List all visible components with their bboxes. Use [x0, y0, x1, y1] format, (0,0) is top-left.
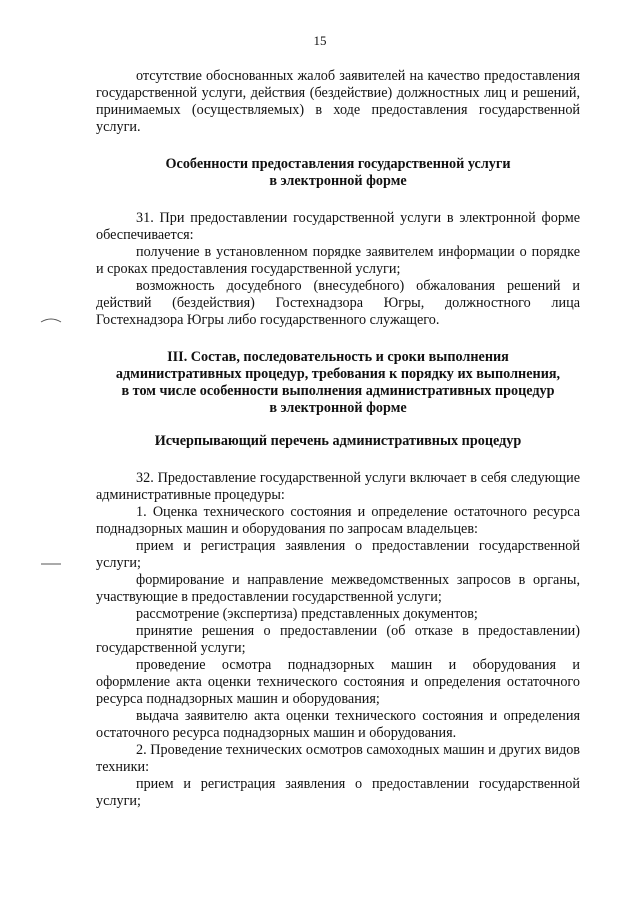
paragraph-31-item-2: возможность досудебного (внесудебного) обжалования решений и действий (бездействия) Гостехнадзора Югры, должностного лица Гостехнадзора Югры либо государственного служащего. [96, 278, 580, 328]
paragraph-32: 32. Предоставление государственной услуги включает в себя следующие административные процедуры: [96, 470, 580, 503]
procedure-item-2: 2. Проведение технических осмотров самоходных машин и других видов техники: [96, 742, 580, 775]
section-heading-electronic-line1: Особенности предоставления государственной услуги [165, 156, 511, 172]
page-number: 15 [313, 33, 327, 48]
procedure-item-1-d: принятие решения о предоставлении (об отказе в предоставлении) государственной услуги; [96, 623, 580, 656]
procedure-item-2-a: прием и регистрация заявления о предоставлении государственной услуги; [96, 776, 580, 809]
section-heading-electronic-line2: в электронной форме [269, 173, 407, 189]
procedure-item-1-e: проведение осмотра поднадзорных машин и оборудования и оформление акта оценки технического состояния и определения остаточного ресурса поднадзорных машин и оборудования; [96, 657, 580, 707]
margin-hole-mark [40, 316, 62, 324]
procedure-item-1-f: выдача заявителю акта оценки технического состояния и определения остаточного ресурса поднадзорных машин и оборудования. [96, 708, 580, 741]
procedures-list-heading: Исчерпывающий перечень административных процедур [154, 433, 522, 449]
procedure-item-1-c: рассмотрение (экспертиза) представленных документов; [136, 606, 478, 622]
procedure-item-1: 1. Оценка технического состояния и определение остаточного ресурса поднадзорных машин и оборудования по запросам владельцев: [96, 504, 580, 537]
section-iii-heading-line3: в том числе особенности выполнения административных процедур [121, 383, 555, 399]
section-iii-heading-line2: административных процедур, требования к порядку их выполнения, [115, 366, 561, 382]
intro-paragraph: отсутствие обоснованных жалоб заявителей на качество предоставления государственной услуги, действия (бездействие) должностных лиц и решений, принимаемых (осуществляемых) в ходе предоставления государственной услуги. [96, 68, 580, 135]
paragraph-31-item-1: получение в установленном порядке заявителем информации о порядке и сроках предоставления государственной услуги; [96, 244, 580, 277]
margin-hole-mark [40, 560, 62, 568]
section-iii-heading-line1: III. Состав, последовательность и сроки выполнения [167, 349, 509, 365]
procedure-item-1-a: прием и регистрация заявления о предоставлении государственной услуги; [96, 538, 580, 571]
procedure-item-1-b: формирование и направление межведомственных запросов в органы, участвующие в предоставлении государственной услуги; [96, 572, 580, 605]
document-body [96, 68, 580, 810]
paragraph-31: 31. При предоставлении государственной услуги в электронной форме обеспечивается: [96, 210, 580, 243]
section-iii-heading-line4: в электронной форме [269, 400, 407, 416]
